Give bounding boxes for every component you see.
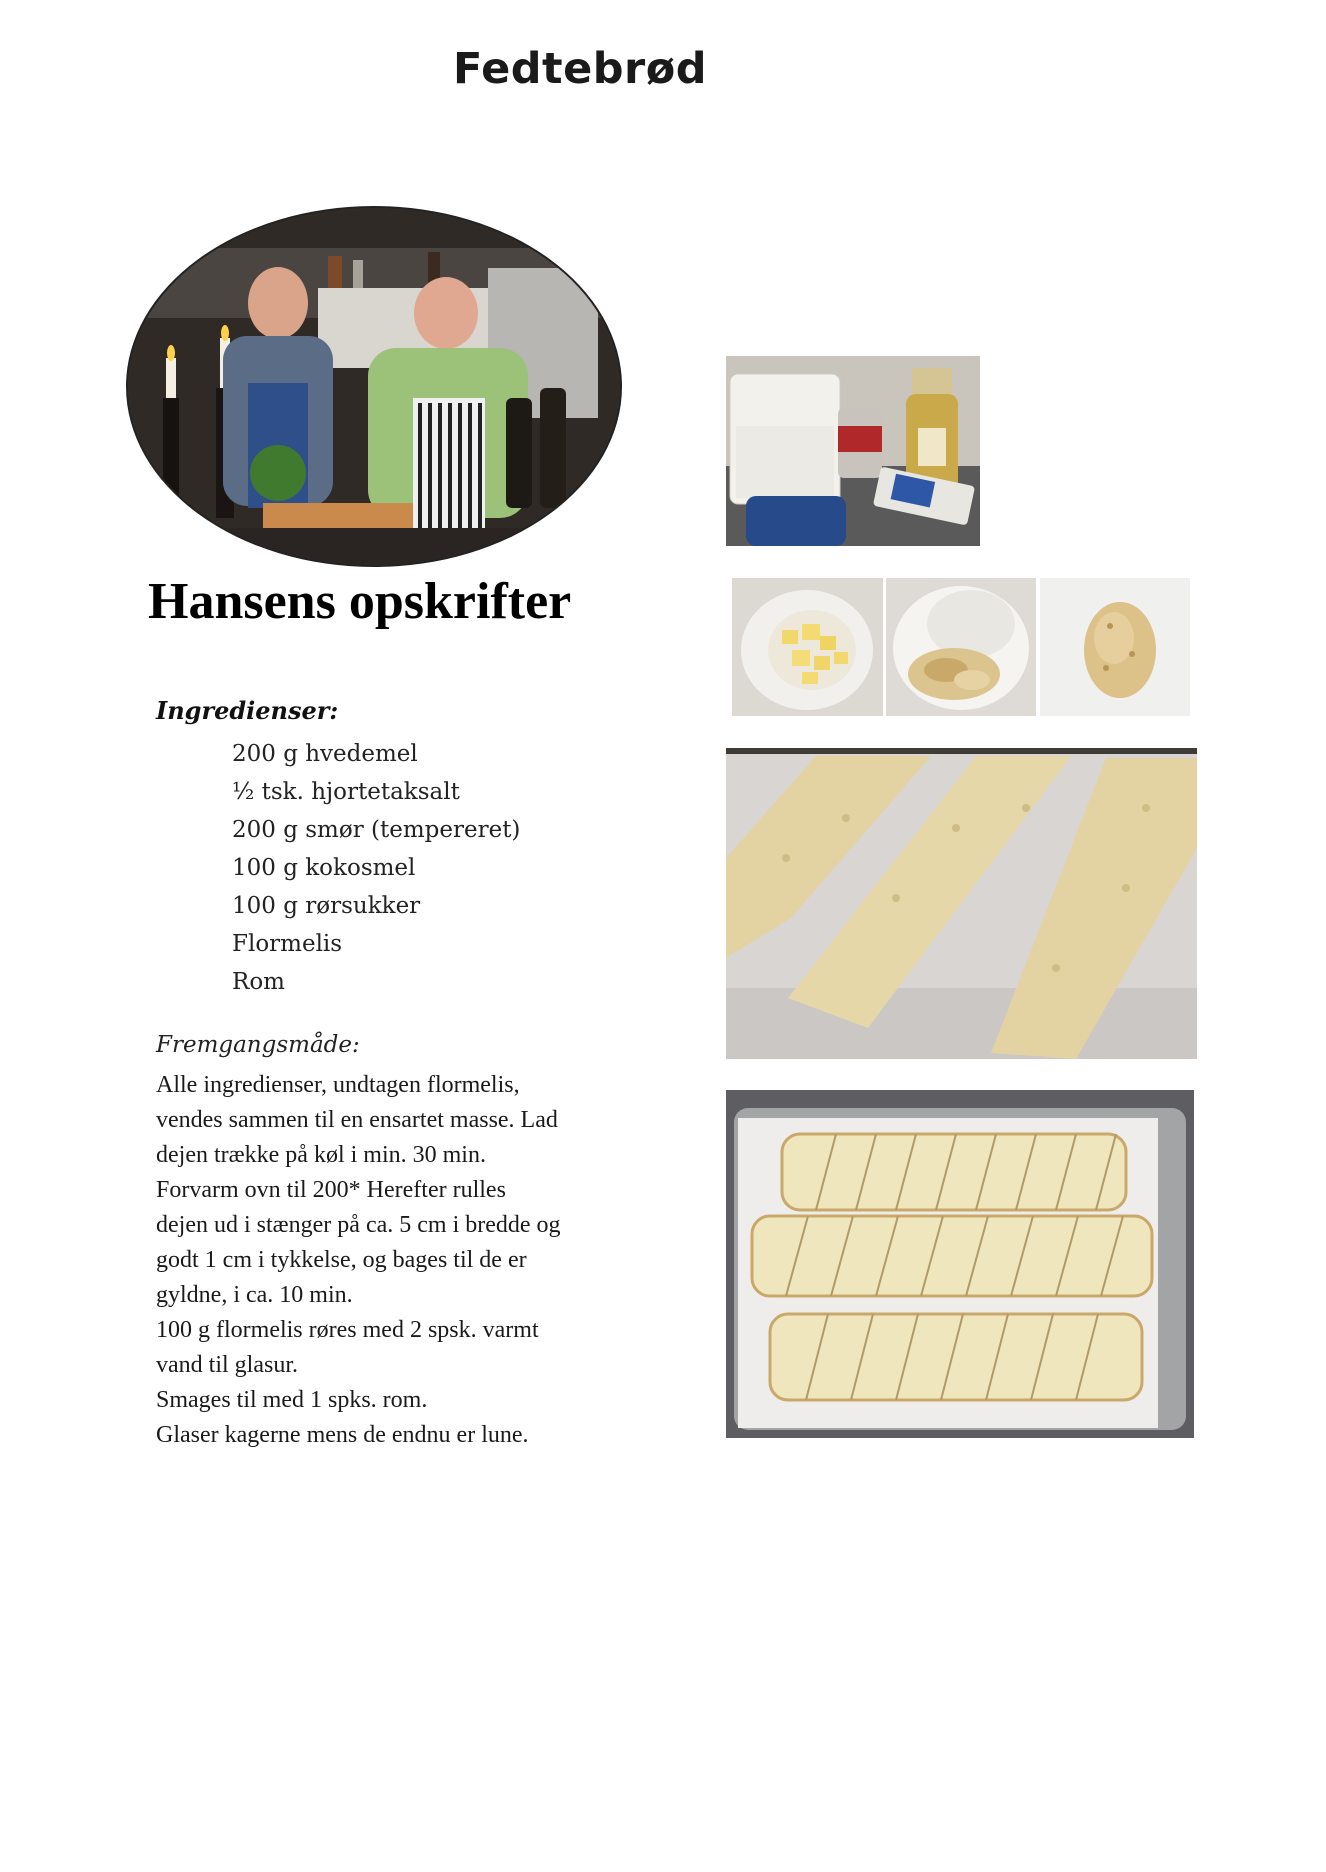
- dough-strips-photo: [726, 748, 1197, 1059]
- method-line: Smages til med 1 spks. rom.: [156, 1387, 428, 1413]
- method-line: gyldne, i ca. 10 min.: [156, 1282, 353, 1308]
- ingredient-item: 200 g smør (tempereret): [232, 817, 521, 843]
- method-line: dejen trække på køl i min. 30 min.: [156, 1142, 486, 1168]
- method-line: godt 1 cm i tykkelse, og bages til de er: [156, 1247, 527, 1273]
- page-title: Fedtebrød: [452, 44, 708, 94]
- method-line: Forvarm ovn til 200* Herefter rulles: [156, 1177, 506, 1203]
- dough-ball-photo: [1040, 578, 1190, 716]
- ingredients-photo: [726, 356, 980, 546]
- ingredient-item: Rom: [232, 969, 285, 995]
- method-line: 100 g flormelis røres med 2 spsk. varmt: [156, 1317, 539, 1343]
- ingredient-item: Flormelis: [232, 931, 343, 957]
- ingredient-list: [232, 735, 520, 1001]
- method-line: vand til glasur.: [156, 1352, 298, 1378]
- ingredient-item: 200 g hvedemel: [232, 741, 418, 767]
- method-line: Alle ingredienser, undtagen flormelis,: [156, 1072, 520, 1098]
- ingredients-heading: Ingredienser:: [156, 696, 339, 725]
- method-line: dejen ud i stænger på ca. 5 cm i bredde og: [156, 1212, 561, 1238]
- chefs-photo: [126, 206, 622, 567]
- ingredient-item: 100 g kokosmel: [232, 855, 416, 881]
- glazed-baked-strips-photo: [726, 1090, 1194, 1438]
- sugar-coconut-photo: [886, 578, 1036, 716]
- method-heading: Fremgangsmåde:: [156, 1032, 360, 1058]
- ingredient-item: ½ tsk. hjortetaksalt: [232, 779, 460, 805]
- method-line: Glaser kagerne mens de endnu er lune.: [156, 1422, 529, 1448]
- method-text: [156, 1068, 676, 1453]
- ingredient-item: 100 g rørsukker: [232, 893, 421, 919]
- method-line: vendes sammen til en ensartet masse. Lad: [156, 1107, 558, 1133]
- butter-in-flour-photo: [732, 578, 883, 716]
- brand-subtitle: Hansens opskrifter: [148, 573, 572, 630]
